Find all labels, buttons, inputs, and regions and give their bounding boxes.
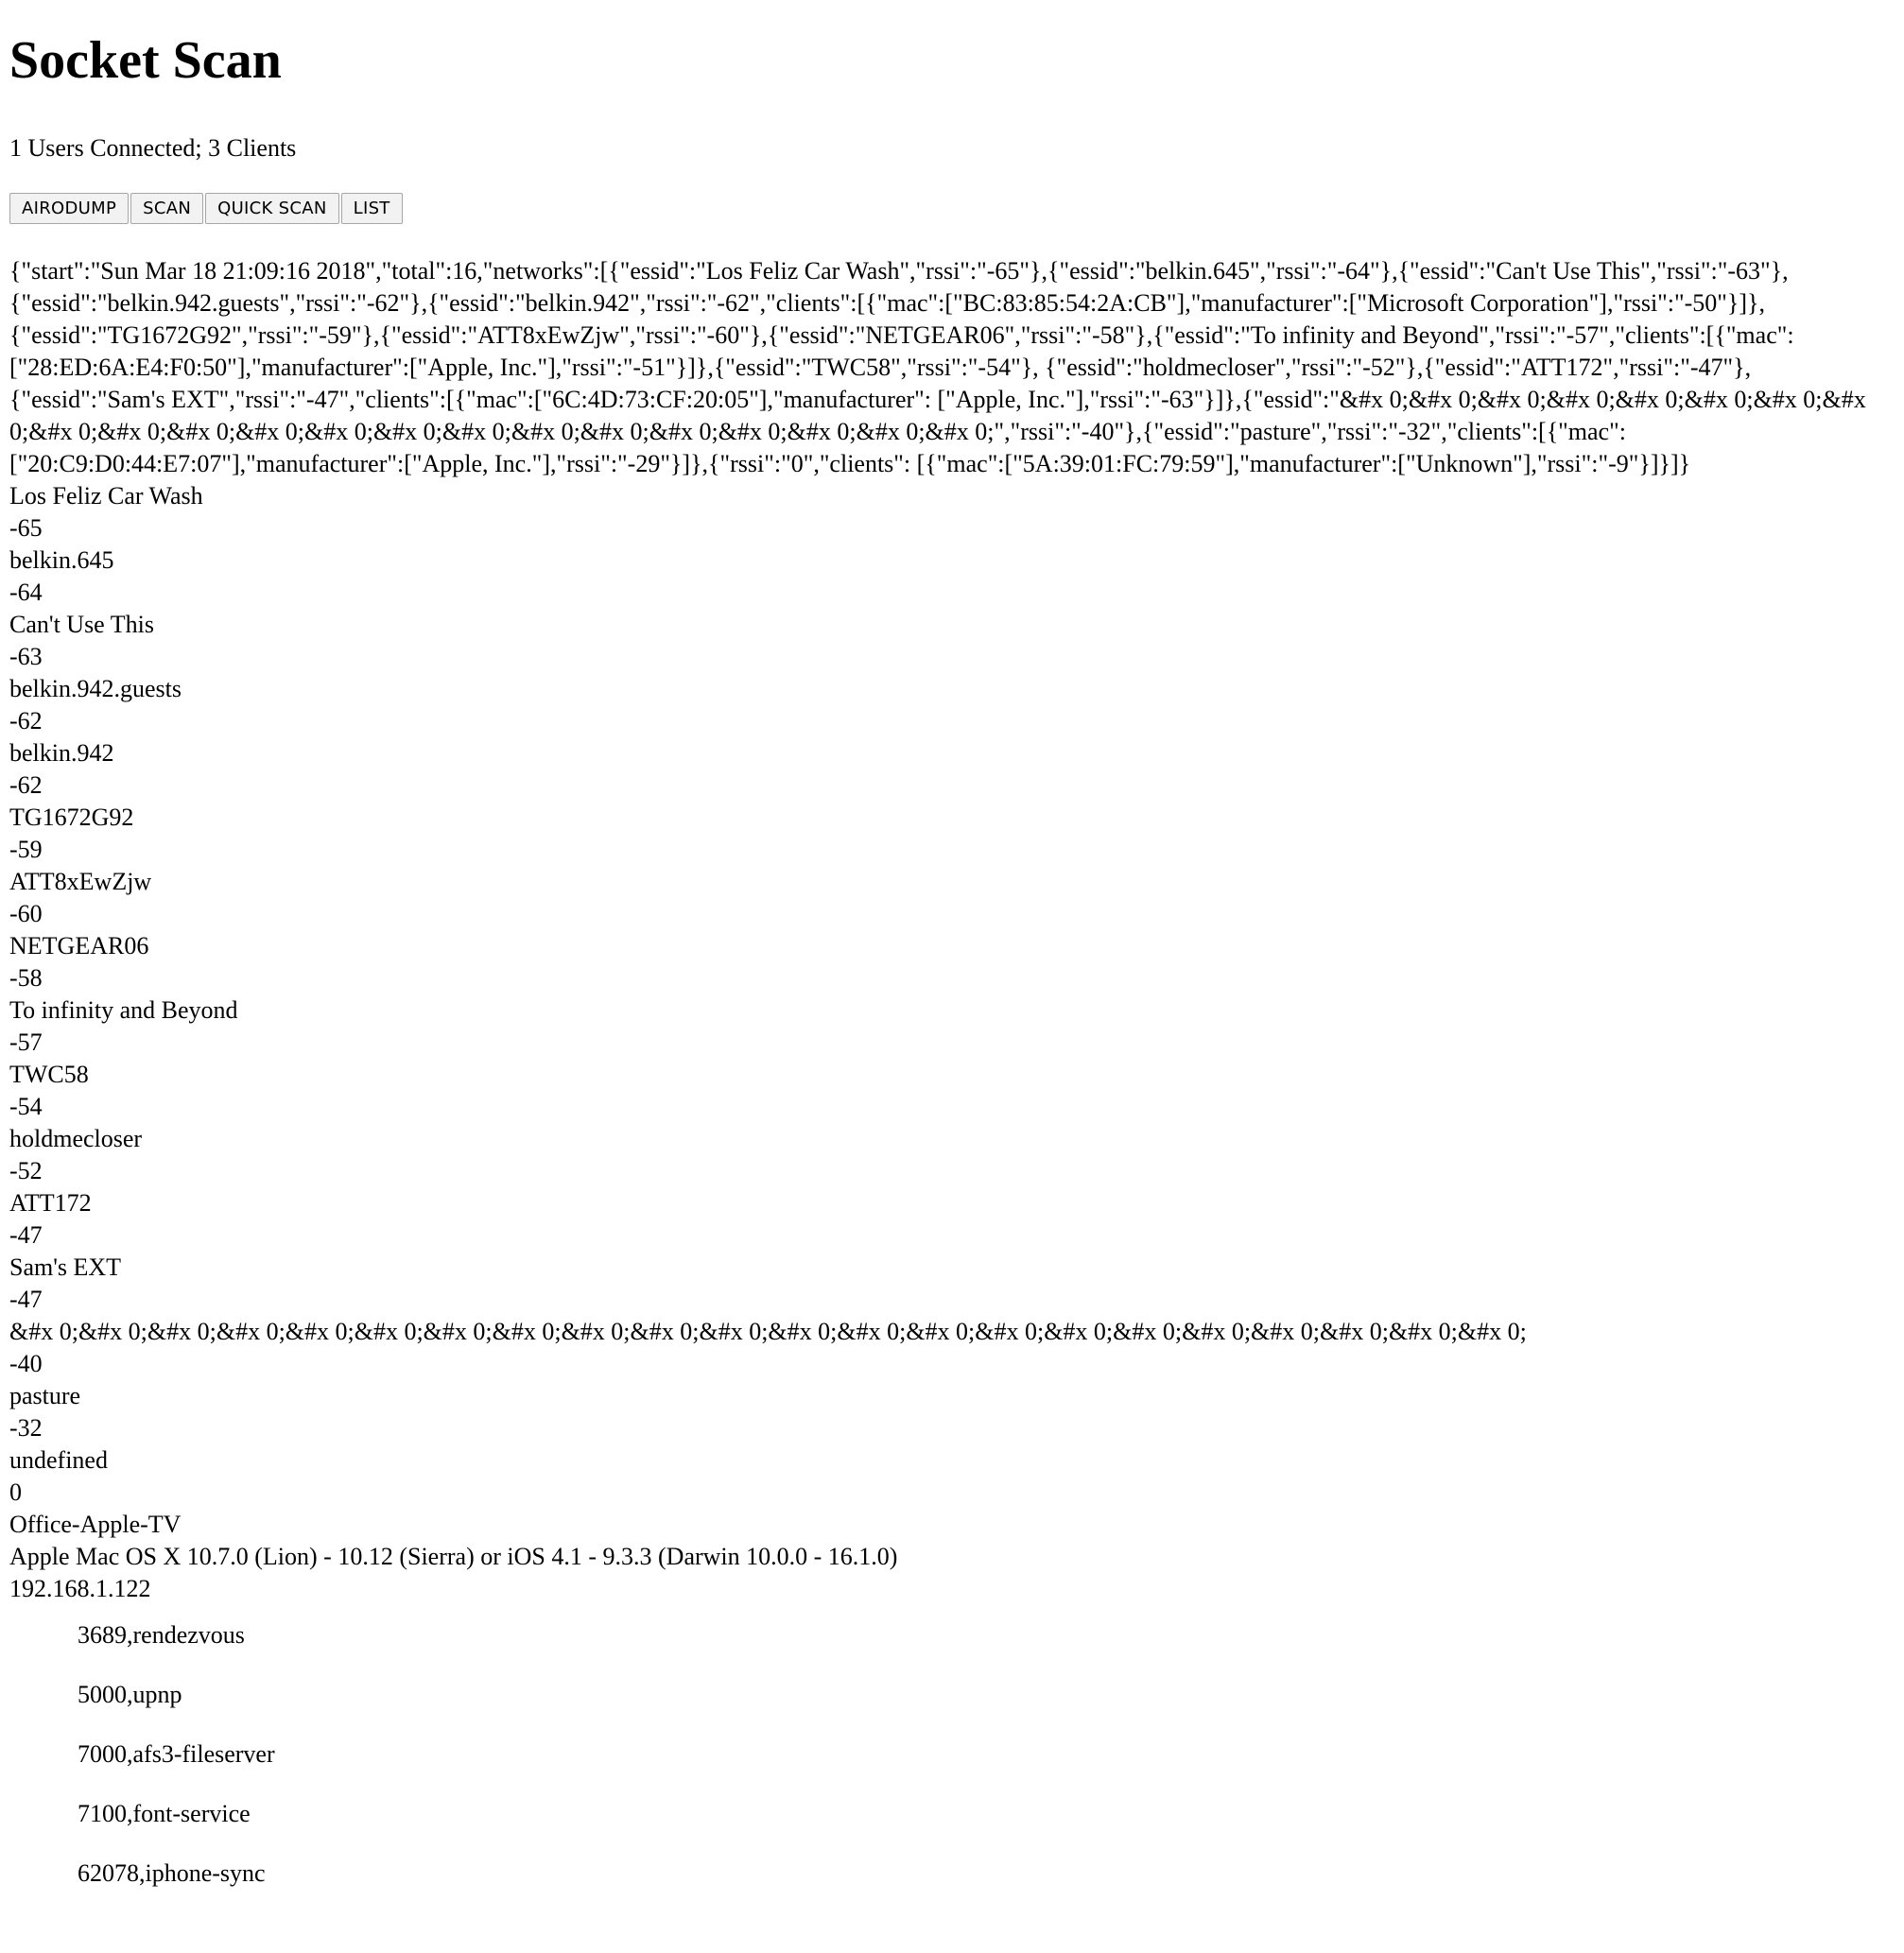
network-essid: undefined [9, 1446, 108, 1474]
port-item: 5000,upnp [78, 1681, 182, 1708]
network-rssi: -47 [9, 1286, 43, 1313]
page [9, 0, 1904, 1953]
network-essid: TG1672G92 [9, 804, 134, 831]
host-os: Apple Mac OS X 10.7.0 (Lion) - 10.12 (Sierra) or iOS 4.1 - 9.3.3 (Darwin 10.0.0 - 16.1.0) [9, 1543, 898, 1570]
port-item: 62078,iphone-sync [78, 1859, 266, 1887]
airodump-button[interactable]: AIRODUMP [9, 193, 129, 224]
network-rssi: -32 [9, 1414, 43, 1442]
network-rssi: -63 [9, 643, 43, 670]
network-essid: Los Feliz Car Wash [9, 482, 203, 510]
network-essid: pasture [9, 1382, 81, 1409]
network-rssi: -58 [9, 964, 43, 992]
network-rssi: -59 [9, 836, 43, 863]
network-essid: &#x 0;&#x 0;&#x 0;&#x 0;&#x 0;&#x 0;&#x 0;&#x 0;&#x 0;&#x 0;&#x 0;&#x 0;&#x 0;&#x 0;&#x 0;&#x 0;&#x 0;&#x 0;&#x 0;&#x 0;&#x 0;&#x 0; [9, 1318, 1527, 1345]
port-list [9, 1619, 1904, 1890]
port-item: 3689,rendezvous [78, 1621, 245, 1649]
network-rssi: -47 [9, 1221, 43, 1249]
network-essid: ATT172 [9, 1189, 92, 1217]
network-essid: To infinity and Beyond [9, 996, 238, 1024]
port-item: 7100,font-service [78, 1800, 251, 1827]
network-essid: belkin.645 [9, 546, 114, 574]
port-item: 7000,afs3-fileserver [78, 1740, 275, 1768]
list-button[interactable]: LIST [341, 193, 403, 224]
network-essid: ATT8xEwZjw [9, 868, 152, 895]
network-rssi: -40 [9, 1350, 43, 1377]
network-rssi: -65 [9, 514, 43, 542]
network-rssi: -57 [9, 1028, 43, 1056]
network-essid: TWC58 [9, 1061, 89, 1088]
scan-button[interactable]: SCAN [130, 193, 203, 224]
network-essid: holdmecloser [9, 1125, 143, 1152]
network-essid: belkin.942.guests [9, 675, 182, 702]
host-ip: 192.168.1.122 [9, 1575, 151, 1602]
network-rssi: -60 [9, 900, 43, 927]
quick-scan-button[interactable]: QUICK SCAN [205, 193, 339, 224]
network-rssi: 0 [9, 1478, 22, 1506]
network-essid: belkin.942 [9, 739, 114, 767]
network-essid: Can't Use This [9, 611, 154, 638]
host-details [9, 1509, 1904, 1605]
network-essid: NETGEAR06 [9, 932, 149, 959]
network-rssi: -52 [9, 1157, 43, 1184]
scan-json-output: {"start":"Sun Mar 18 21:09:16 2018","total":16,"networks":[{"essid":"Los Feliz Car Wash","rssi":"-65"},{"essid":"belkin.645","rssi":"-64"},{"essid":"Can't Use This","rssi":"-63"},{"essid":"belkin.942.guests","rssi":"-62"},{"essid":"belkin.942","rssi":"-62","clients":[{"mac":["BC:83:85:54:2A:CB"],"manufacturer":["Microsoft Corporation"],"rssi":"-50"}]},{"essid":"TG1672G92","rssi":"-59"},{"essid":"ATT8xEwZjw","rssi":"-60"},{"essid":"NETGEAR06","rssi":"-58"},{"essid":"To infinity and Beyond","rssi":"-57","clients":[{"mac":["28:ED:6A:E4:F0:50"],"manufacturer":["Apple, Inc."],"rssi":"-51"}]},{"essid":"TWC58","rssi":"-54"}, {"essid":"holdmecloser","rssi":"-52"},{"essid":"ATT172","rssi":"-47"},{"essid":"Sam's EXT","rssi":"-47","clients":[{"mac":["6C:4D:73:CF:20:05"],"manufacturer": ["Apple, Inc."],"rssi":"-63"}]},{"essid":"&#x 0;&#x 0;&#x 0;&#x 0;&#x 0;&#x 0;&#x 0;&#x 0;&#x 0;&#x 0;&#x 0;&#x 0;&#x 0;&#x 0;&#x 0;&#x 0;&#x 0;&#x 0;&#x 0;&#x 0;&#x 0;&#x 0;","rssi":"-40"},{"essid":"pasture","rssi":"-32","clients":[{"mac":["20:C9:D0:44:E7:07"],"manufacturer":["Apple, Inc."],"rssi":"-29"}]},{"rssi":"0","clients": [{"mac":["5A:39:01:FC:79:59"],"manufacturer":["Unknown"],"rssi":"-9"}]}]} [9, 257, 1866, 477]
network-rssi: -62 [9, 771, 43, 799]
toolbar [9, 193, 1904, 224]
network-list [9, 480, 1904, 1509]
network-essid: Sam's EXT [9, 1253, 122, 1281]
host-name: Office-Apple-TV [9, 1511, 182, 1538]
network-rssi: -64 [9, 579, 43, 606]
connection-status: 1 Users Connected; 3 Clients [9, 134, 297, 162]
network-rssi: -62 [9, 707, 43, 735]
network-rssi: -54 [9, 1093, 43, 1120]
page-title: Socket Scan [9, 31, 282, 90]
